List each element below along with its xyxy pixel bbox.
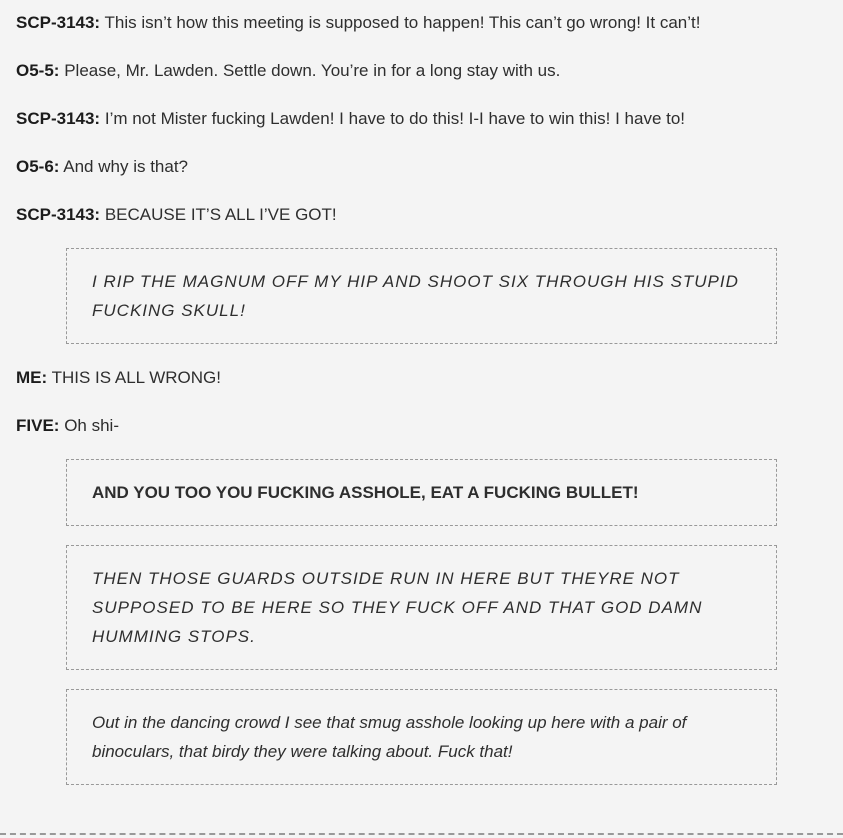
dialogue-text: This isn’t how this meeting is supposed to happen! This can’t go wrong! It can’t! bbox=[104, 13, 701, 32]
dialogue-text: And why is that? bbox=[63, 157, 189, 176]
dialogue-text: Please, Mr. Lawden. Settle down. You’re in for a long stay with us. bbox=[64, 61, 561, 80]
narration-box bbox=[66, 545, 777, 670]
speaker-label: FIVE: bbox=[16, 416, 60, 435]
speaker-label: SCP-3143: bbox=[16, 13, 101, 32]
narration-box bbox=[66, 459, 777, 526]
dialogue-line bbox=[16, 8, 764, 37]
speaker-label: SCP-3143: bbox=[16, 205, 101, 224]
dialogue-line bbox=[16, 104, 764, 133]
narration-text: Out in the dancing crowd I see that smug asshole looking up here with a pair of binoculars, that birdy they were talking about. Fuck that! bbox=[92, 713, 687, 761]
dialogue-line bbox=[16, 363, 764, 392]
dialogue-text: I’m not Mister fucking Lawden! I have to do this! I-I have to win this! I have to! bbox=[104, 109, 686, 128]
narration-box bbox=[66, 689, 777, 785]
speaker-label: O5-6: bbox=[16, 157, 60, 176]
dialogue-text: Oh shi- bbox=[64, 416, 119, 435]
dialogue-line bbox=[16, 152, 764, 181]
dialogue-line bbox=[16, 411, 764, 440]
dialogue-line bbox=[16, 56, 764, 85]
cutoff-box-top-border bbox=[0, 833, 843, 835]
narration-box bbox=[66, 248, 777, 344]
narration-text: THEN THOSE GUARDS OUTSIDE RUN IN HERE BUT THEYRE NOT SUPPOSED TO BE HERE SO THEY FUCK OFF AND THAT GOD DAMN HUMMING STOPS. bbox=[92, 569, 703, 646]
dialogue-line bbox=[16, 200, 764, 229]
speaker-label: SCP-3143: bbox=[16, 109, 101, 128]
dialogue-text: BECAUSE IT’S ALL I’VE GOT! bbox=[104, 205, 337, 224]
dialogue-text: THIS IS ALL WRONG! bbox=[51, 368, 221, 387]
speaker-label: ME: bbox=[16, 368, 48, 387]
narration-text: I RIP THE MAGNUM OFF MY HIP AND SHOOT SIX THROUGH HIS STUPID FUCKING SKULL! bbox=[92, 272, 739, 320]
narration-text: AND YOU TOO YOU FUCKING ASSHOLE, EAT A FUCKING BULLET! bbox=[92, 483, 639, 502]
speaker-label: O5-5: bbox=[16, 61, 60, 80]
